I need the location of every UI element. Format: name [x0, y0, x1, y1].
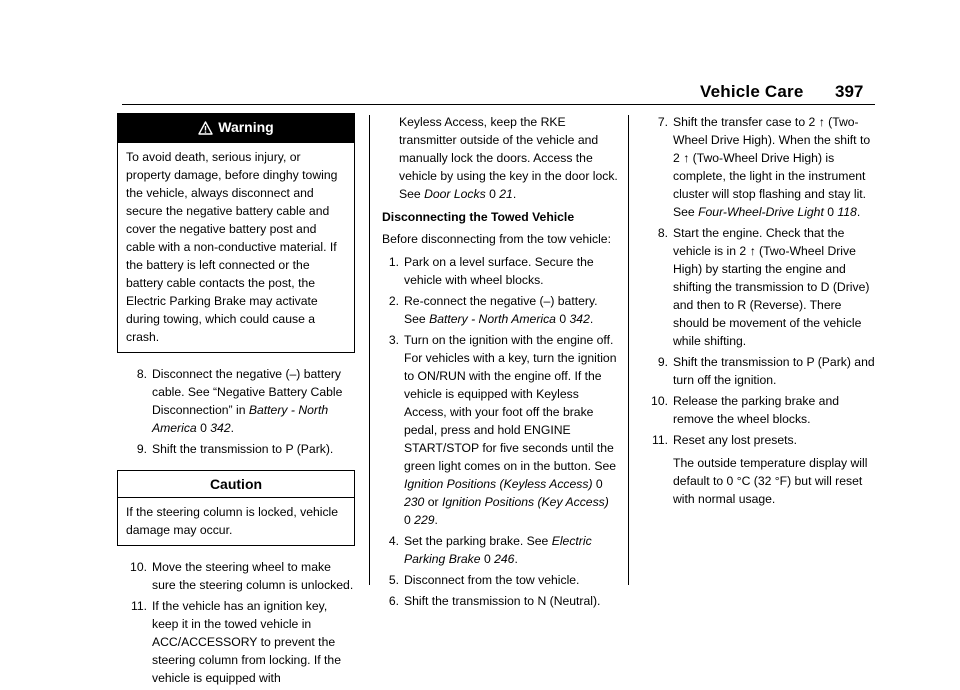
warning-title: Warning [218, 119, 274, 135]
step-number: 7. [657, 115, 668, 129]
warning-body: To avoid death, serious injury, or property damage, before dinghy towing the vehicle, always disconnect and secure the negative battery cable and cover the negative battery post and cable with a non-conductive material. If the battery is left connected or the battery cable contacts the post, the Electric Parking Brake may activate during towing, which could cause a crash. [126, 150, 338, 344]
towed-step-list [382, 253, 618, 610]
step-text-part: (Two-Wheel Drive High) is complete, the light in the instrument cluster will stop flashing and stay lit. See [673, 151, 867, 219]
step-number: 11. [651, 433, 668, 447]
step-text-part: Turn on the ignition with the engine off. For vehicles with a key, turn the ignition to ON/RUN with the engine off. If the vehicle is equipped with Keyless Access, with your foot off the brake pedal, press and hold ENGINE START/STOP for five seconds until the green light comes on in the button. See [404, 333, 617, 473]
cross-ref-link[interactable]: Ignition Positions (Keyless Access) [404, 477, 593, 491]
warning-header [118, 114, 354, 143]
step-number: 9. [657, 355, 668, 369]
step-text-part: (Two-Wheel Drive High) by starting the engine and shifting the transmission to D (Drive) and then to R (Reverse). There should be movement of the vehicle while shifting. [673, 244, 870, 348]
step-number: 8. [657, 226, 668, 240]
step-text: Disconnect from the tow vehicle. [404, 573, 580, 587]
step-text [673, 224, 876, 350]
page-ref-icon: 0 [483, 552, 491, 566]
step-number: 4. [388, 534, 399, 548]
step-number: 5. [388, 573, 399, 587]
page-section-title: Vehicle Care [700, 82, 804, 101]
list-item [117, 440, 355, 458]
cross-ref-link[interactable]: Four-Wheel-Drive Light [698, 205, 824, 219]
page-ref-number[interactable]: 229 [414, 513, 435, 527]
page-ref-icon: 0 [595, 477, 603, 491]
step-number: 6. [388, 594, 399, 608]
two-wheel-high-arrow-icon: ↑ [818, 115, 825, 129]
para-text: Keyless Access, keep the RKE transmitter outside of the vehicle and manually lock the doors. Access the vehicle by using the key in the door lock. See [399, 115, 618, 201]
page-ref-number[interactable]: 21 [499, 187, 513, 201]
step-text-part: Start the engine. Check that the vehicle is in 2 [673, 226, 845, 258]
header-rule [122, 104, 875, 105]
section-heading: Disconnecting the Towed Vehicle [382, 210, 575, 224]
list-item [382, 292, 618, 328]
list-item [638, 431, 876, 508]
continuation-paragraph [382, 113, 618, 203]
step-text-part: Shift the transfer case to 2 [673, 115, 816, 129]
column-divider-1 [369, 115, 370, 585]
cross-ref-link[interactable]: Electric Parking Brake [404, 534, 592, 566]
page-ref-icon: 0 [559, 312, 567, 326]
caution-box [117, 470, 355, 546]
step-text [673, 431, 876, 508]
list-item [117, 365, 355, 437]
cross-ref-link[interactable]: Door Locks [424, 187, 486, 201]
page-ref-icon: 0 [404, 513, 411, 527]
warning-triangle-icon [198, 121, 213, 139]
list-item [382, 571, 618, 589]
step-number: 8. [136, 367, 147, 381]
caution-header: Caution [118, 471, 354, 498]
list-item [382, 253, 618, 289]
section-intro: Before disconnecting from the tow vehicle: [382, 232, 611, 246]
column-divider-2 [628, 115, 629, 585]
page-ref-number[interactable]: 118 [837, 205, 857, 219]
step-text: Release the parking brake and remove the wheel blocks. [673, 394, 839, 426]
cross-ref-link[interactable]: Ignition Positions (Key Access) [441, 495, 609, 509]
list-item [117, 597, 355, 687]
step-number: 9. [136, 442, 147, 456]
page-ref-number[interactable]: 246 [494, 552, 515, 566]
step-text-part: Re-connect the negative (–) battery. See [404, 294, 598, 326]
list-item [117, 558, 355, 594]
step-number: 2. [388, 294, 399, 308]
step-text [404, 292, 618, 328]
step-text [404, 532, 618, 568]
cross-ref-link[interactable]: Battery - North America [429, 312, 556, 326]
step-text: Shift the transmission to P (Park) and turn off the ignition. [673, 355, 875, 387]
step-text [404, 331, 618, 529]
step-text-end: . [434, 513, 438, 527]
step-text [152, 365, 355, 437]
step-number: 10. [130, 560, 147, 574]
para-end: . [512, 187, 517, 201]
list-item [382, 331, 618, 529]
step-text: Shift the transmission to N (Neutral). [404, 594, 601, 608]
step-text-end: . [514, 552, 518, 566]
column-2 [382, 113, 618, 613]
step-text: If the vehicle has an ignition key, keep it in the towed vehicle in ACC/ACCESSORY to prevent the steering column from locking. If the vehicle is equipped with [152, 599, 341, 685]
step-subparagraph: The outside temperature display will default to 0 °C (32 °F) but will reset with normal usage. [673, 456, 868, 506]
list-item [638, 224, 876, 350]
step-text-part: Reset any lost presets. [673, 433, 797, 447]
step-text: Park on a level surface. Secure the vehicle with wheel blocks. [404, 255, 594, 287]
step-text-part: Set the parking brake. See [404, 534, 552, 548]
step-text-part: (Two-Wheel Drive High). When the shift to 2 [673, 115, 871, 165]
step-number: 10. [651, 394, 668, 408]
step-text-end: . [230, 421, 234, 435]
page-ref-number[interactable]: 230 [404, 495, 425, 509]
step-number: 3. [388, 333, 399, 347]
page-ref-number[interactable]: 342 [210, 421, 231, 435]
list-item [382, 532, 618, 568]
step-list-a [117, 365, 355, 458]
two-wheel-high-arrow-icon: ↑ [749, 244, 756, 258]
page-ref-number[interactable]: 342 [569, 312, 590, 326]
step-number: 11. [130, 599, 147, 613]
warning-box [117, 113, 355, 353]
step-text [673, 113, 876, 221]
step-text-end: . [589, 312, 594, 326]
step-text: Shift the transmission to P (Park). [152, 442, 334, 456]
page-ref-icon: 0 [827, 205, 835, 219]
caution-body: If the steering column is locked, vehicle damage may occur. [126, 505, 339, 537]
list-item [638, 113, 876, 221]
step-list-b [117, 558, 355, 687]
page-ref-icon: 0 [200, 421, 207, 435]
list-item [382, 592, 618, 610]
step-text: Move the steering wheel to make sure the steering column is unlocked. [152, 560, 354, 592]
column-3 [638, 113, 876, 511]
list-item [638, 392, 876, 428]
step-text-part: or [424, 495, 442, 509]
step-text-end: . [856, 205, 861, 219]
page-number: 397 [835, 82, 864, 101]
cross-ref-link[interactable]: Battery - North America [152, 403, 329, 435]
step-number: 1. [388, 255, 399, 269]
page-ref-icon: 0 [489, 187, 496, 201]
column-1 [117, 113, 355, 690]
step-text-part: Disconnect the negative (–) battery cable. See “Negative Battery Cable Disconnection” in [152, 367, 343, 417]
two-wheel-high-arrow-icon: ↑ [683, 151, 690, 165]
list-item [638, 353, 876, 389]
